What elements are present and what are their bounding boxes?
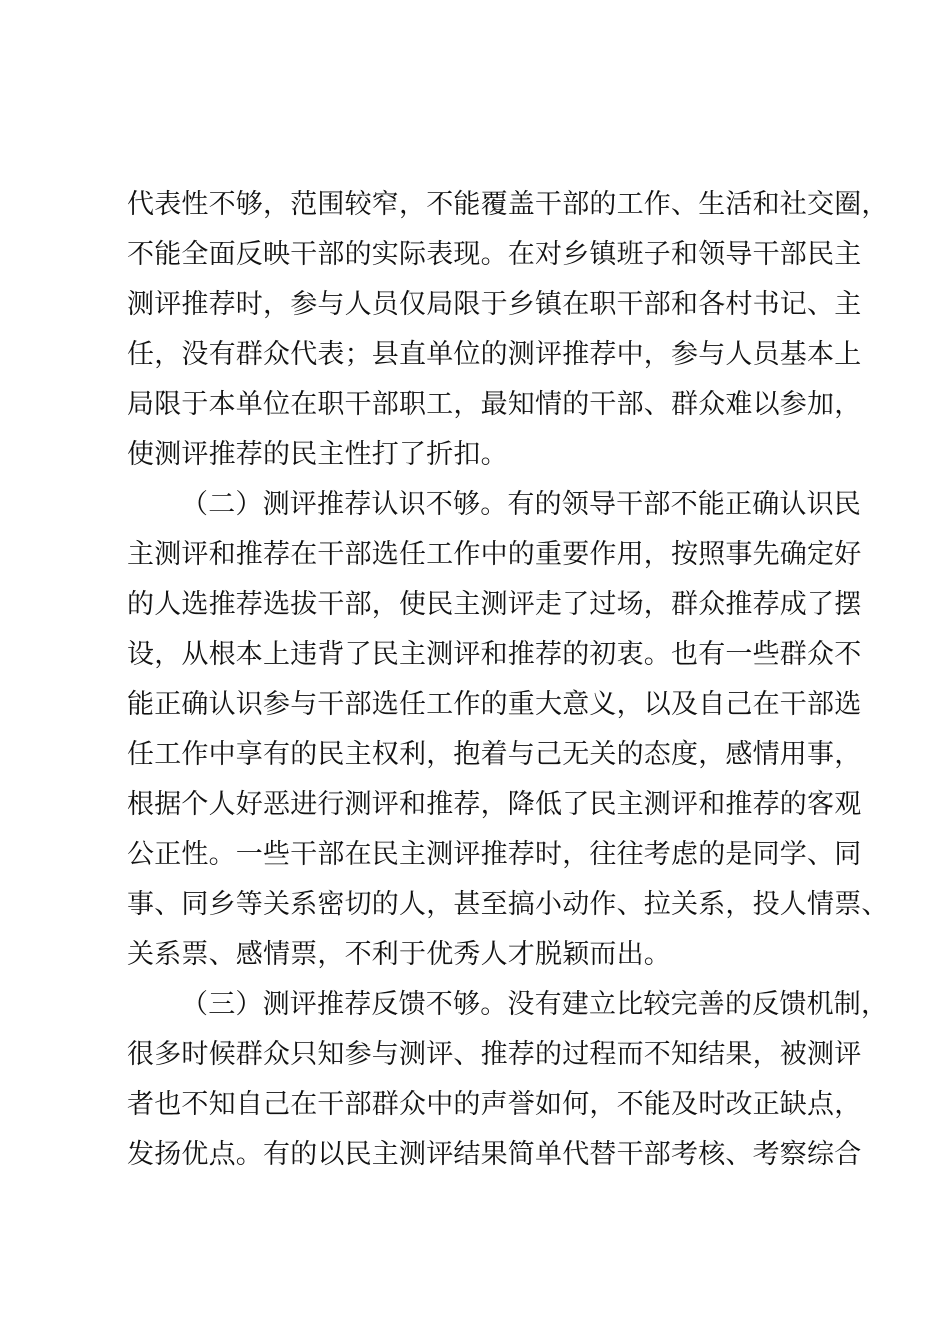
text-line: 根据个人好恶进行测评和推荐，降低了民主测评和推荐的客观 bbox=[127, 789, 862, 820]
text-line: 局限于本单位在职干部职工，最知情的干部、群众难以参加， bbox=[127, 389, 862, 420]
text-line: 关系票、感情票，不利于优秀人才脱颖而出。 bbox=[127, 939, 671, 970]
text-line: 主测评和推荐在干部选任工作中的重要作用，按照事先确定好 bbox=[127, 539, 862, 570]
text-line: 事、同乡等关系密切的人，甚至搞小动作、拉关系，投人情票、 bbox=[127, 889, 889, 920]
text-line: 很多时候群众只知参与测评、推荐的过程而不知结果，被测评 bbox=[127, 1039, 862, 1070]
text-line: 设，从根本上违背了民主测评和推荐的初衷。也有一些群众不 bbox=[127, 639, 862, 670]
text-line: 任工作中享有的民主权利，抱着与己无关的态度，感情用事， bbox=[127, 739, 862, 770]
text-line: 使测评推荐的民主性打了折扣。 bbox=[127, 439, 508, 470]
text-line: 不能全面反映干部的实际表现。在对乡镇班子和领导干部民主 bbox=[127, 239, 862, 270]
paragraph-heading-line: （二）测评推荐认识不够。有的领导干部不能正确认识民 bbox=[181, 489, 861, 520]
paragraph-heading-line: （三）测评推荐反馈不够。没有建立比较完善的反馈机制， bbox=[181, 989, 889, 1020]
text-line: 测评推荐时，参与人员仅局限于乡镇在职干部和各村书记、主 bbox=[127, 289, 862, 320]
text-line: 代表性不够，范围较窄，不能覆盖干部的工作、生活和社交圈， bbox=[127, 189, 889, 220]
text-line: 发扬优点。有的以民主测评结果简单代替干部考核、考察综合 bbox=[127, 1139, 862, 1170]
text-line: 任，没有群众代表；县直单位的测评推荐中，参与人员基本上 bbox=[127, 339, 862, 370]
text-line: 的人选推荐选拔干部，使民主测评走了过场，群众推荐成了摆 bbox=[127, 589, 862, 620]
text-line: 能正确认识参与干部选任工作的重大意义，以及自己在干部选 bbox=[127, 689, 862, 720]
text-line: 公正性。一些干部在民主测评推荐时，往往考虑的是同学、同 bbox=[127, 839, 862, 870]
text-line: 者也不知自己在干部群众中的声誉如何，不能及时改正缺点， bbox=[127, 1089, 862, 1120]
